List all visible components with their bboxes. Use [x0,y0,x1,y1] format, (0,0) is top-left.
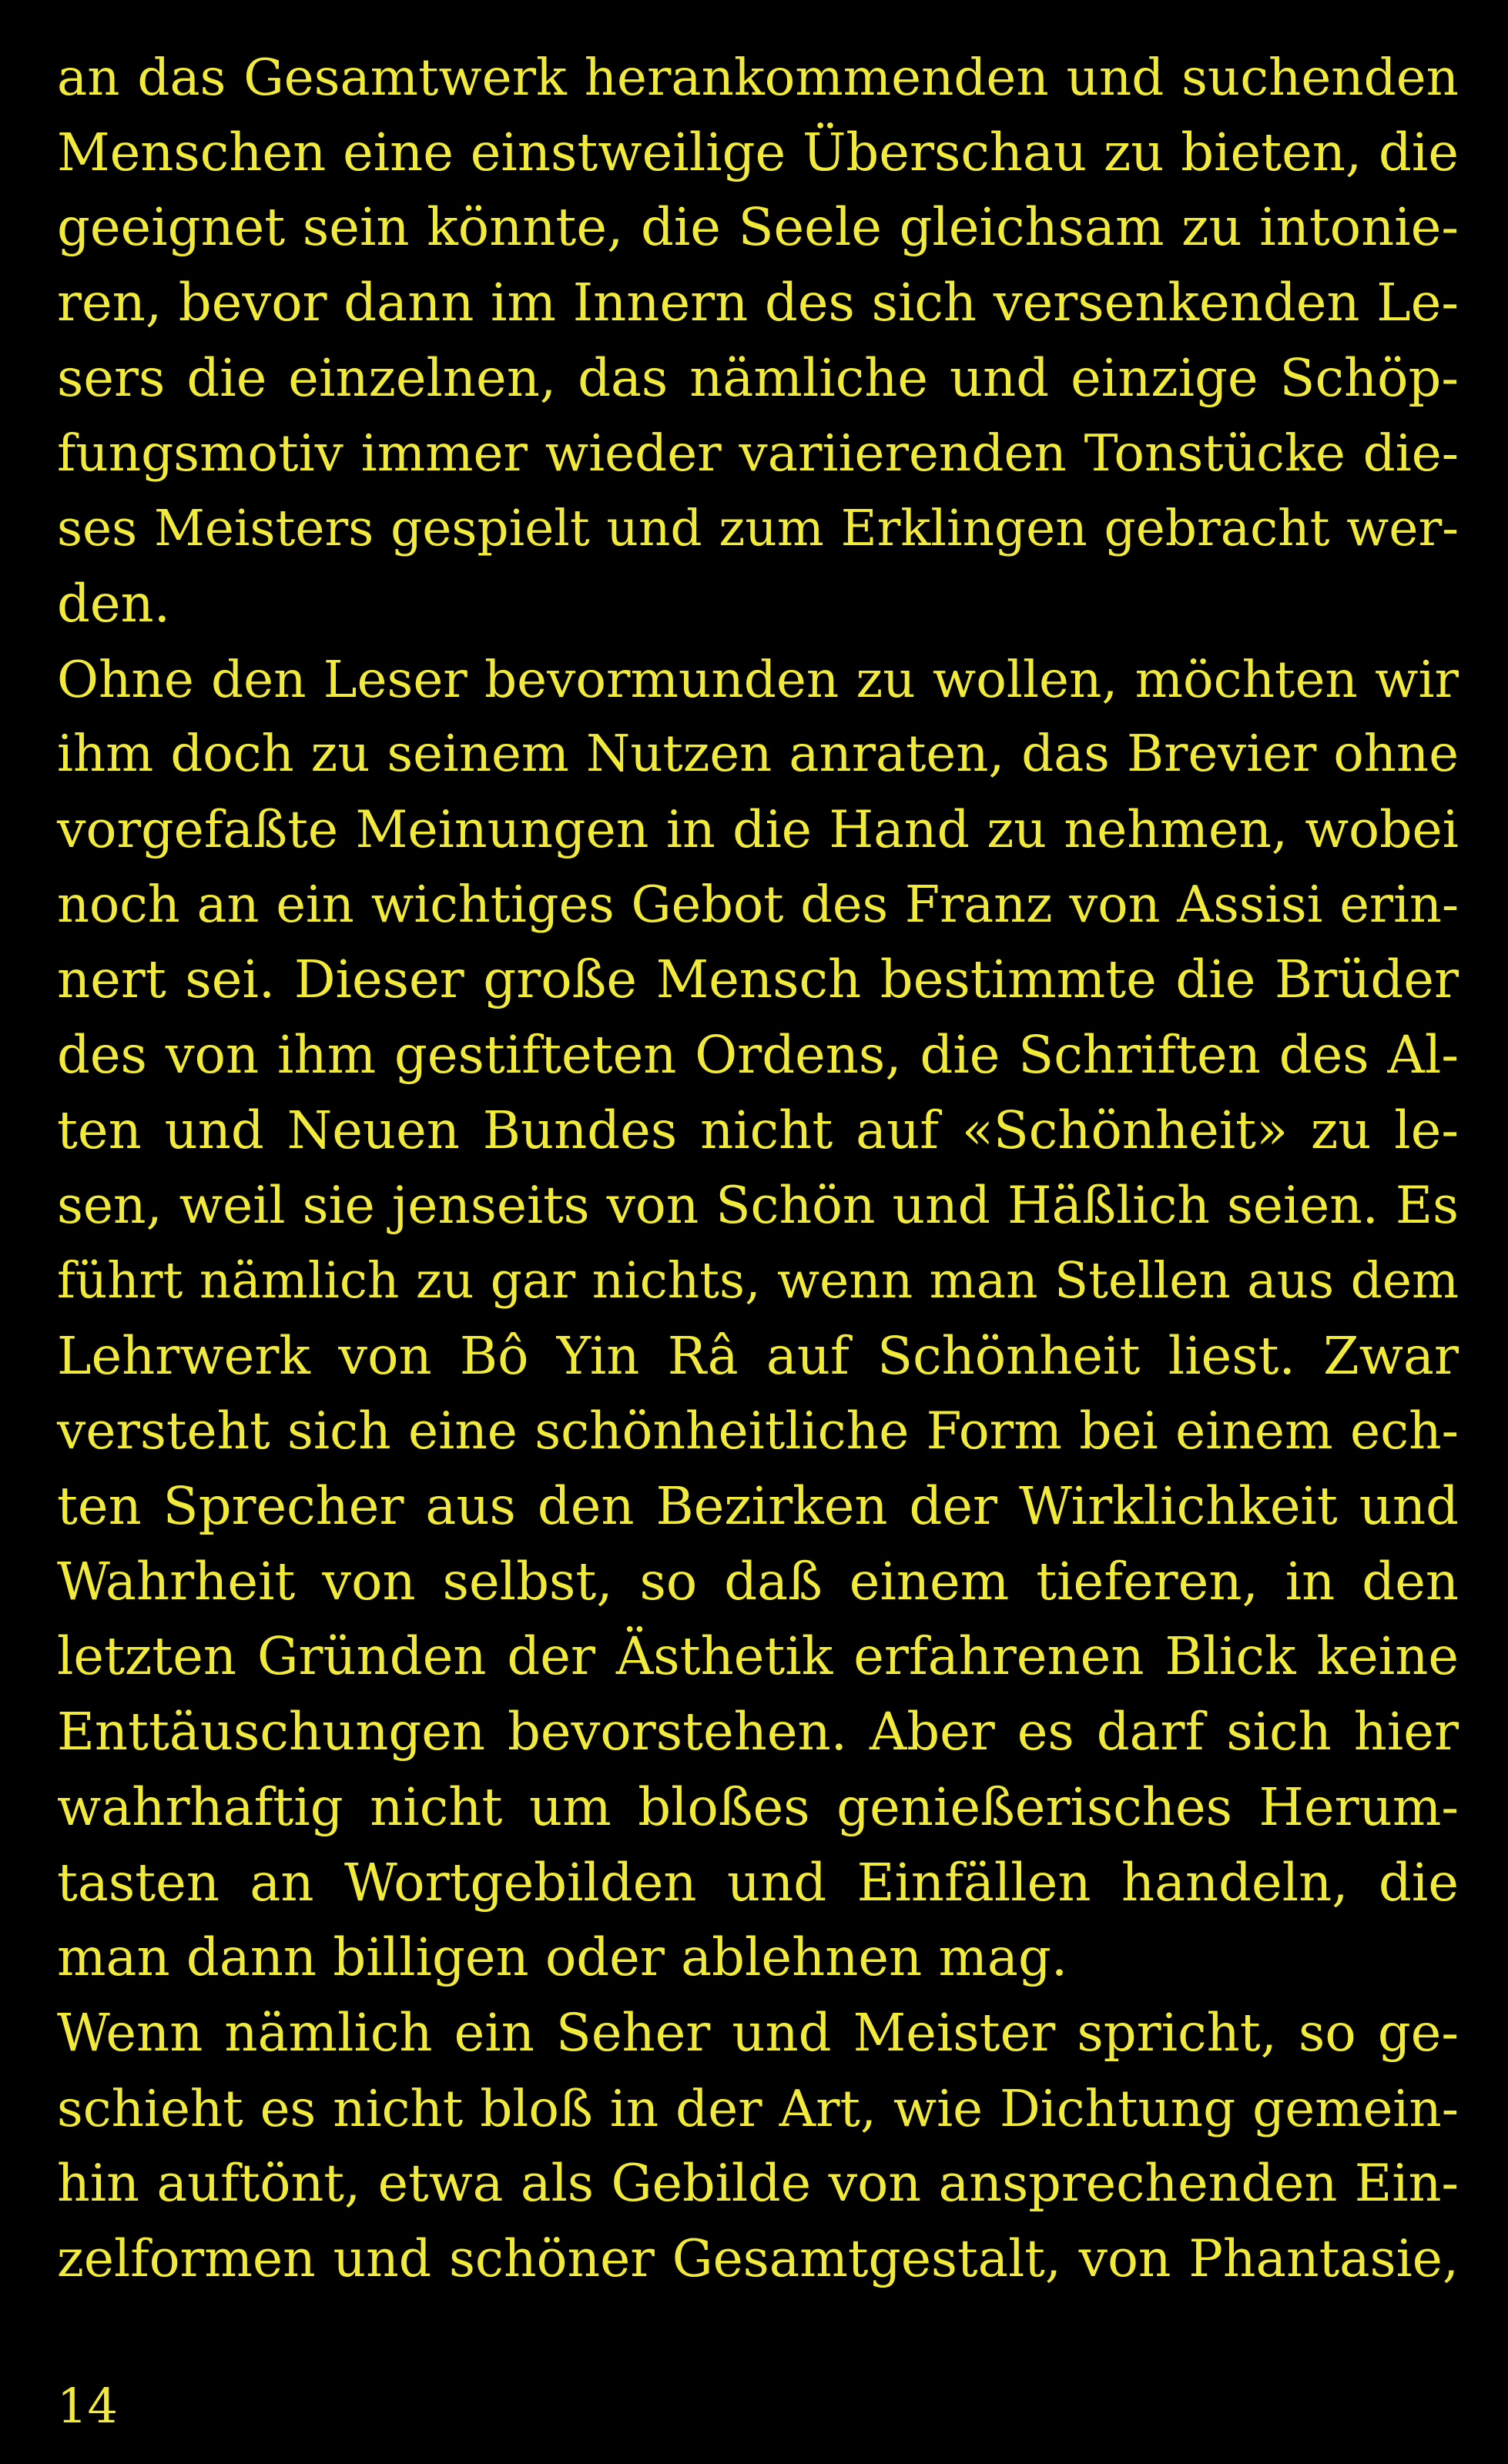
text-line: den. [57,573,170,634]
text-line: führt nämlich zu gar nichts, wenn man Stellen aus dem [57,1252,1459,1310]
text-line: an das Gesamtwerk herankommenden und suchenden [57,48,1459,107]
text-line: vorgefaßte Meinungen in die Hand zu nehmen, wobei [57,798,1459,859]
page-number: 14 [57,2378,118,2434]
text-line: man dann billigen oder ablehnen mag. [57,1927,1068,1988]
body-text [57,40,1459,2297]
text-line: Enttäuschungen bevorstehen. Aber es darf sich hier [57,1702,1459,1763]
text-line: ren, bevor dann im Innern des sich versenkenden Le- [57,273,1459,333]
text-line: Menschen eine einstweilige Überschau zu bieten, die [57,122,1459,182]
text-line: nert sei. Dieser große Mensch bestimmte die Brüder [57,949,1459,1010]
text-line: ihm doch zu seinem Nutzen anraten, das Brevier ohne [57,725,1459,784]
text-line: geeignet sein könnte, die Seele gleichsam zu intonie- [57,197,1459,258]
text-line: tasten an Wortgebilden und Einfällen handeln, die [57,1852,1459,1913]
text-line: sers die einzelnen, das nämliche und einzige Schöp- [57,347,1459,408]
text-line: zelformen und schöner Gesamtgestalt, von Phantasie, [57,2228,1459,2288]
text-line: Wahrheit von selbst, so daß einem tieferen, in den [57,1551,1459,1612]
text-line: Wenn nämlich ein Seher und Meister spricht, so ge- [57,2002,1459,2063]
text-line: ten und Neuen Bundes nicht auf «Schönheit» zu le- [57,1100,1459,1160]
text-line: ten Sprecher aus den Bezirken der Wirklichkeit und [57,1476,1459,1537]
text-line: schieht es nicht bloß in der Art, wie Dichtung gemein- [57,2078,1459,2138]
text-line: letzten Gründen der Ästhetik erfahrenen Blick keine [57,1626,1459,1687]
text-line: noch an ein wichtiges Gebot des Franz von Assisi erin- [57,875,1459,934]
text-line: fungsmotiv immer wieder variierenden Tonstücke die- [57,424,1459,484]
text-line: versteht sich eine schönheitliche Form bei einem ech- [57,1401,1459,1461]
text-line: hin auftönt, etwa als Gebilde von ansprechenden Ein- [57,2153,1459,2214]
text-line: wahrhaftig nicht um bloßes genießerisches Herum- [57,1776,1459,1837]
text-line: Lehrwerk von Bô Yin Râ auf Schönheit liest. Zwar [57,1325,1459,1386]
text-line: ses Meisters gespielt und zum Erklingen gebracht wer- [57,500,1459,558]
text-line: sen, weil sie jenseits von Schön und Häßlich seien. Es [57,1176,1459,1236]
text-line: des von ihm gestifteten Ordens, die Schriften des Al- [57,1024,1459,1085]
text-line: Ohne den Leser bevormunden zu wollen, möchten wir [57,649,1459,709]
